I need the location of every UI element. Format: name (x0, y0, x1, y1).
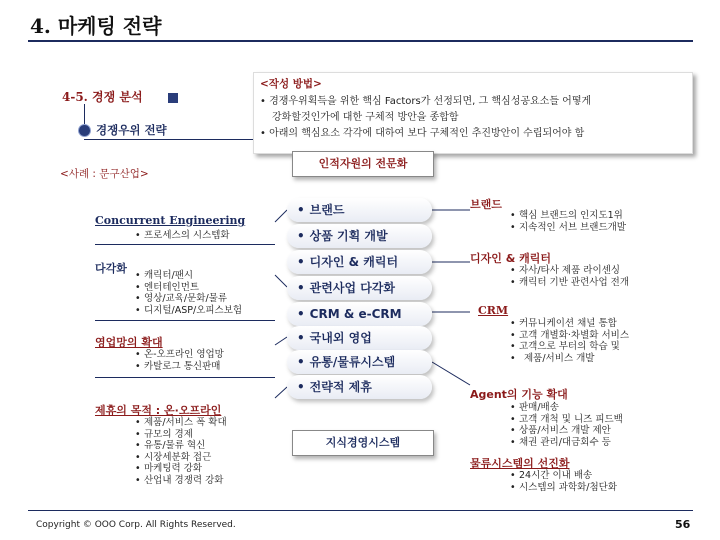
list-item: • 산업내 경쟁력 강화 (135, 475, 227, 487)
list-item: • 제품/서비스 개발 (510, 353, 629, 365)
list-item: • 자사/타사 제품 라이센싱 (510, 265, 629, 277)
list-item: • 엔터테인먼트 (135, 282, 242, 294)
method-heading: <작성 방법> (260, 78, 322, 90)
list-item: • 유통/물류 혁신 (135, 440, 227, 452)
list-item: • 카탈로그 통신판매 (135, 361, 224, 373)
list-item: • 상품/서비스 개발 제안 (510, 425, 623, 437)
list-item: • 고객 개척 및 니즈 피드백 (510, 414, 623, 426)
list-item: • 디지털/ASP/오피스보험 (135, 305, 242, 317)
pill-distribution: • 유통/물류시스템 (287, 350, 432, 374)
pill-sales: • 국내외 영업 (287, 326, 432, 350)
sub-heading: 경쟁우위 전략 (96, 123, 167, 137)
method-line-2: 강화할것인가에 대한 구체적 방안을 종합함 (272, 112, 459, 123)
list-item: • 고객 개별화·차별화 서비스 (510, 330, 629, 342)
pill-product-planning: • 상품 기획 개발 (287, 224, 432, 248)
list-item: • 시장세분화 접근 (135, 452, 227, 464)
list-item: • 시스템의 과학화/첨단화 (510, 482, 617, 494)
list-item: • 캐릭터/팬시 (135, 270, 242, 282)
center-bottom-label: 지식경영시스템 (292, 430, 434, 456)
right-group-3-list (510, 318, 629, 364)
pill-diversification: • 관련사업 다각화 (287, 276, 432, 300)
list-item: • 고객으로 부터의 학습 및 (510, 341, 629, 353)
list-item: • 영상/교육/문화/물류 (135, 293, 242, 305)
right-group-4-head: Agent의 기능 확대 (470, 388, 568, 401)
list-item: • 캐릭터 기반 관련사업 전개 (510, 277, 629, 289)
page-title: 4. 마케팅 전략 (30, 14, 162, 38)
list-item: • 지속적인 서브 브랜드개발 (510, 222, 626, 234)
left-group-3-head: 영업망의 확대 (95, 336, 163, 349)
section-heading: 4-5. 경쟁 분석 (62, 90, 143, 104)
right-group-2-head: 디자인 & 캐릭터 (470, 252, 552, 265)
left-group-1-head: Concurrent Engineering (95, 214, 246, 227)
list-item: • 핵심 브랜드의 인지도1위 (510, 210, 626, 222)
page-number: 56 (675, 518, 691, 531)
list-item: • 커뮤니케이션 채널 통합 (510, 318, 629, 330)
right-group-3-head: CRM (478, 304, 509, 317)
list-item: • 판매/배송 (510, 402, 623, 414)
center-top-label: 인적자원의 전문화 (292, 151, 434, 177)
footer-rule (28, 510, 693, 511)
right-group-5-head: 물류시스템의 선진화 (470, 457, 570, 470)
pill-brand: • 브랜드 (287, 198, 432, 222)
right-group-2-list (510, 265, 629, 288)
footer-copyright: Copyright © OOO Corp. All Rights Reserved. (36, 520, 236, 530)
method-line-1: • 경쟁우위획득을 위한 핵심 Factors가 선정되면, 그 핵심성공요소들 어떻게 (260, 96, 592, 107)
list-item: • 프로세스의 시스템화 (135, 230, 230, 242)
left-group-4-head: 제휴의 목적 : 온·오프라인 (95, 404, 222, 417)
list-item: • 마케팅력 강화 (135, 463, 227, 475)
pill-alliance: • 전략적 제휴 (287, 375, 432, 399)
list-item: • 규모의 경제 (135, 429, 227, 441)
right-group-1-head: 브랜드 (470, 198, 502, 211)
list-item: • 24시간 이내 배송 (510, 470, 617, 482)
example-label: <사례 : 문구산업> (60, 168, 149, 180)
right-group-1-list (510, 210, 626, 233)
left-group-2-head: 다각화 (95, 262, 127, 275)
pill-crm: • CRM & e-CRM (287, 302, 432, 326)
pill-design-character: • 디자인 & 캐릭터 (287, 250, 432, 274)
right-group-5-list (510, 470, 617, 493)
right-group-4-list (510, 402, 623, 448)
list-item: • 온-오프라인 영업망 (135, 349, 224, 361)
list-item: • 제품/서비스 폭 확대 (135, 417, 227, 429)
method-line-3: • 아래의 핵심요소 각각에 대하여 보다 구체적인 추진방안이 수립되어야 함 (260, 128, 585, 139)
list-item: • 채권 관리/대금회수 등 (510, 437, 623, 449)
